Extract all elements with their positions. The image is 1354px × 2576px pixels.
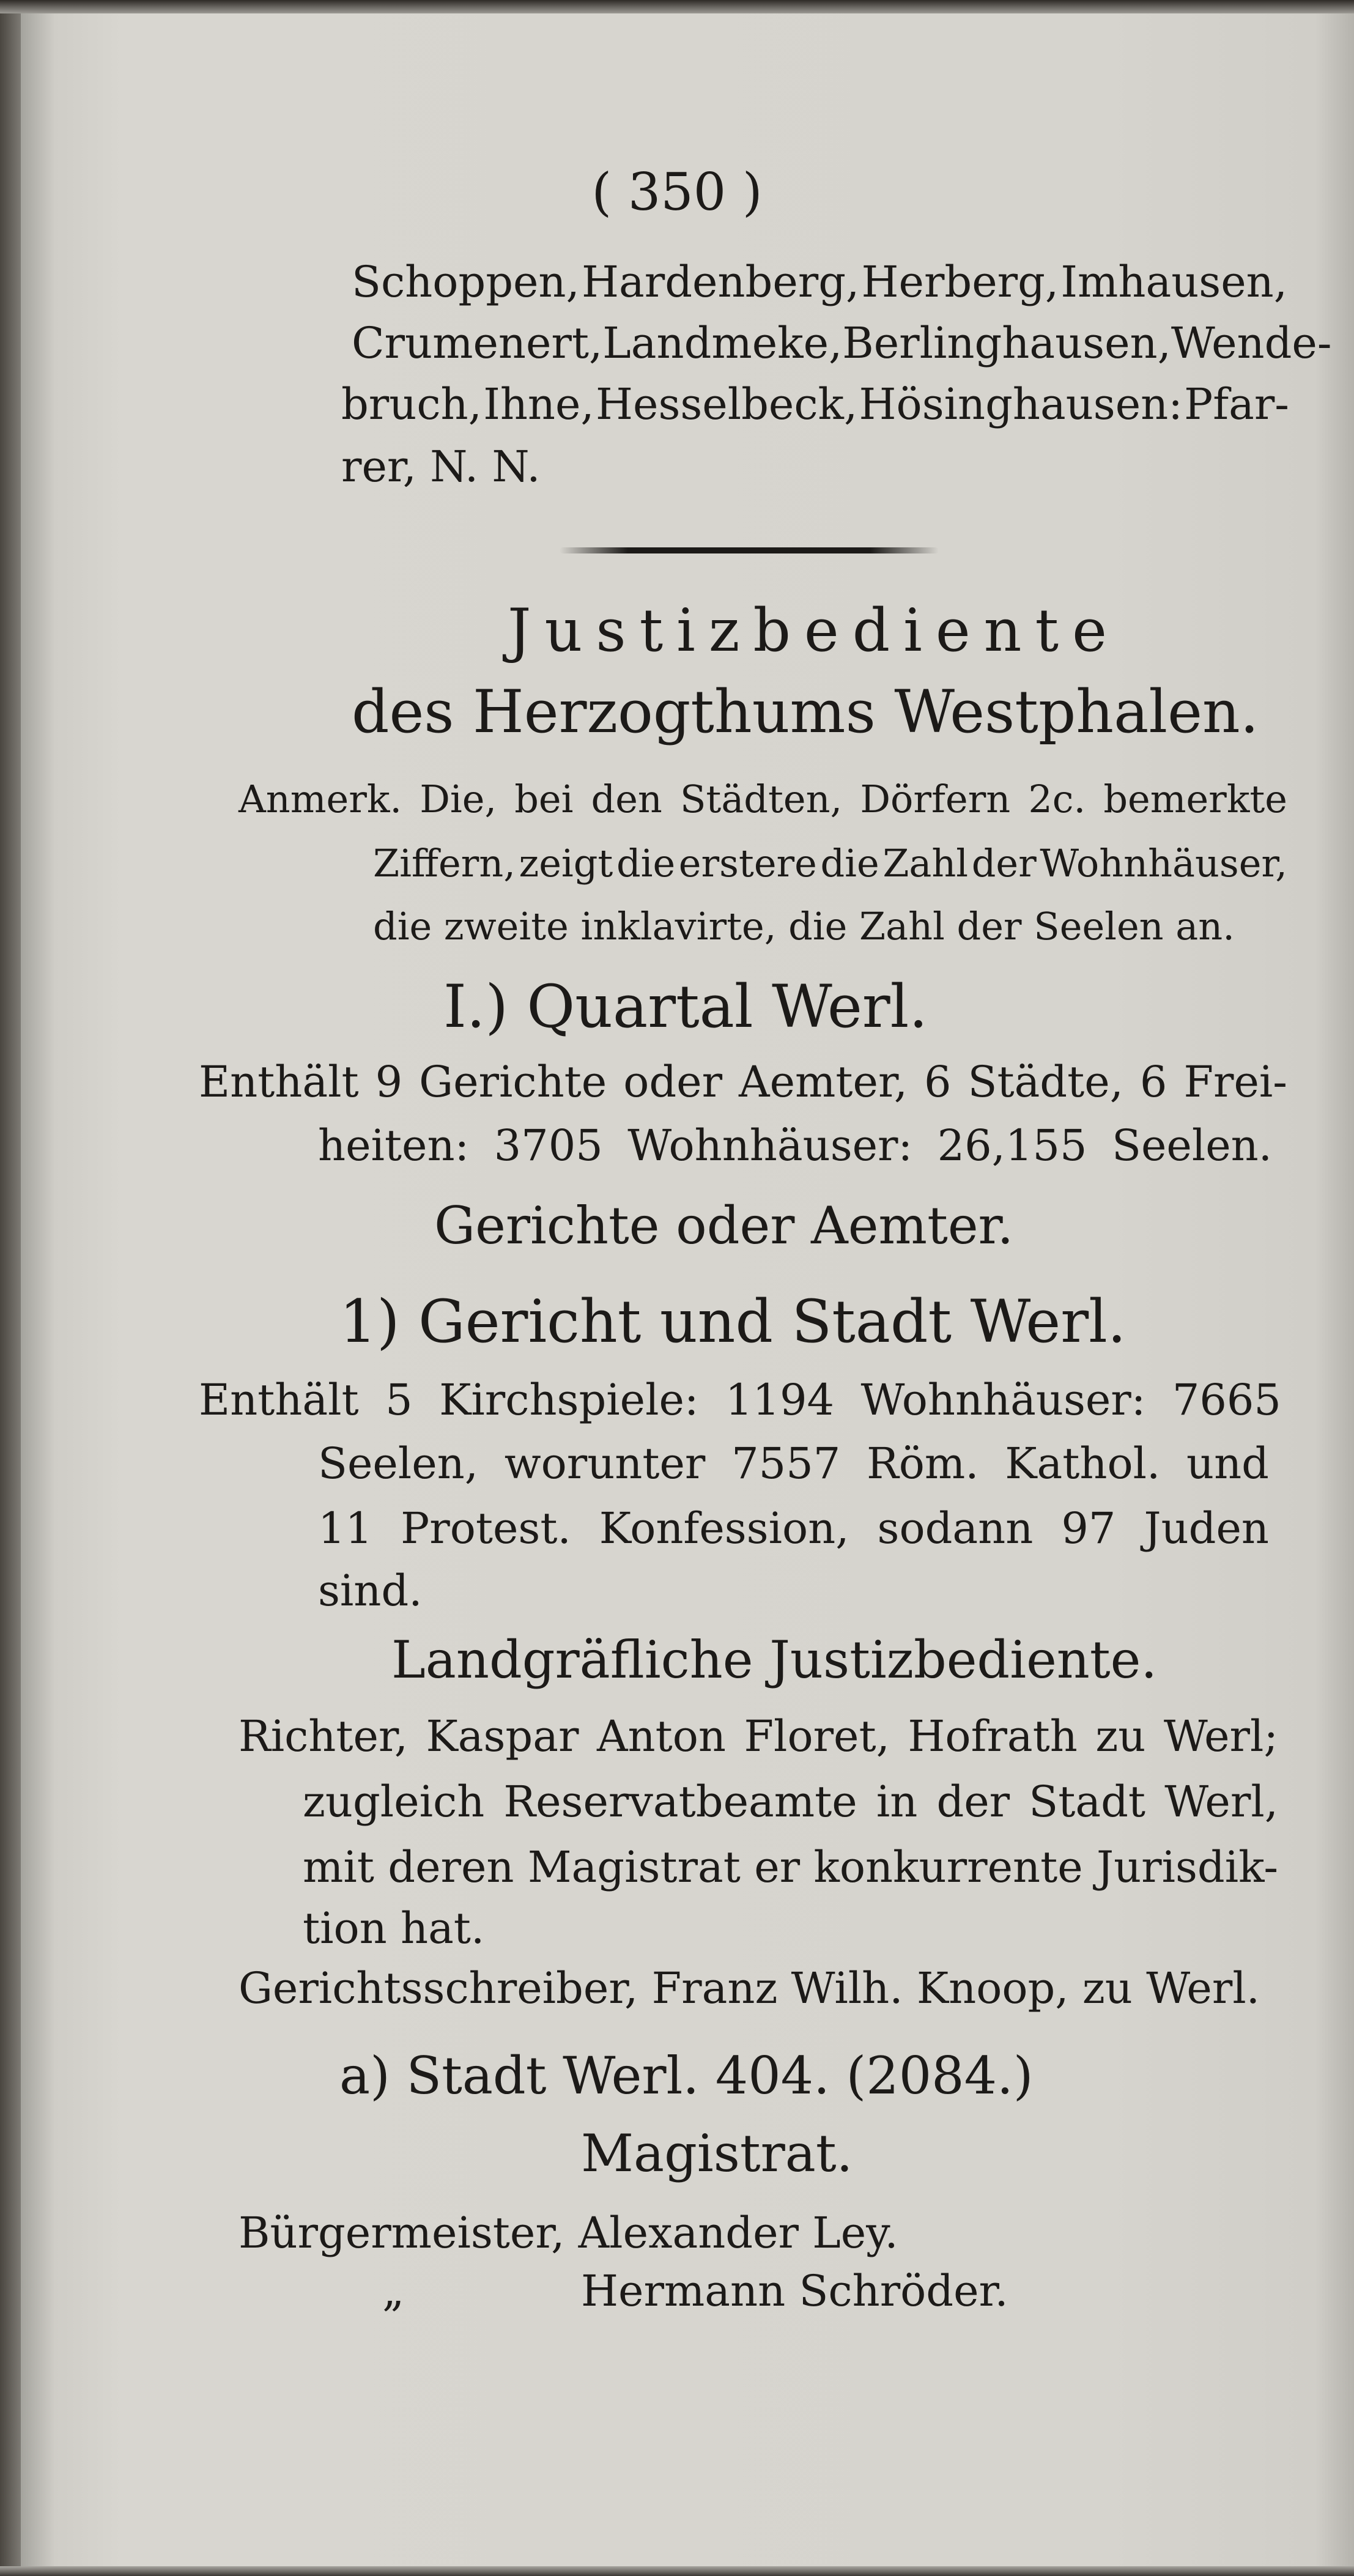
page-bottom-edge — [0, 2566, 1354, 2576]
word: Ziffern, — [373, 841, 516, 886]
word: 1194 — [725, 1375, 835, 1425]
note-line-2 — [373, 841, 1287, 886]
word: Gerichte — [419, 1057, 607, 1107]
gerichte-heading: Gerichte oder Aemter. — [434, 1196, 1014, 1256]
word: 7557 — [731, 1438, 841, 1489]
word: Seelen. — [1112, 1120, 1272, 1171]
gericht-title: 1) Gericht und Stadt Werl. — [339, 1287, 1126, 1356]
word: Franz — [651, 1963, 778, 2013]
word: Werl; — [1163, 1711, 1278, 1761]
quartal-line-1 — [199, 1057, 1287, 1107]
word: 26,155 — [937, 1120, 1087, 1171]
gericht-line-4: sind. — [318, 1566, 423, 1616]
stadt-line: a) Stadt Werl. 404. (2084.) — [339, 2046, 1034, 2106]
word: Anton — [596, 1711, 726, 1761]
richter-line-2 — [303, 1777, 1278, 1827]
word: Berlinghausen, — [842, 318, 1171, 368]
word: Werl. — [1146, 1963, 1260, 2013]
word: den — [591, 777, 662, 821]
intro-line-2 — [352, 318, 1332, 368]
word: 11 — [318, 1503, 373, 1553]
word: Wohnhäuser: — [860, 1375, 1146, 1425]
word: Magistrat — [527, 1842, 741, 1892]
word: 5 — [385, 1375, 413, 1425]
word: 3705 — [494, 1120, 603, 1171]
word: 6 — [1139, 1057, 1167, 1107]
note-line-3: die zweite inklavirte, die Zahl der Seelen an. — [373, 904, 1235, 949]
word: Kathol. — [1005, 1438, 1161, 1489]
word: Kaspar — [426, 1711, 579, 1761]
word: Zahl — [882, 841, 969, 886]
word: Landmeke, — [602, 318, 843, 368]
word: Wohnhäuser: — [627, 1120, 913, 1171]
word: Richter, — [239, 1711, 408, 1761]
richter-line-3 — [303, 1842, 1278, 1892]
word: der — [936, 1777, 1010, 1827]
intro-line-1 — [352, 257, 1287, 307]
word: mit — [303, 1842, 374, 1892]
word: Protest. — [401, 1503, 571, 1553]
quartal-title: I.) Quartal Werl. — [443, 972, 928, 1041]
intro-line-3 — [341, 379, 1289, 429]
page-number: ( 350 ) — [591, 162, 763, 222]
word: die — [820, 841, 879, 886]
hermann-line: Hermann Schröder. — [581, 2266, 1008, 2316]
word: Enthält — [199, 1057, 359, 1107]
word: Herberg, — [861, 257, 1059, 307]
word: 6 — [923, 1057, 952, 1107]
buergermeister-line: Bürgermeister, Alexander Ley. — [239, 2208, 898, 2258]
word: sodann — [877, 1503, 1034, 1553]
word: Ihne, — [483, 379, 594, 429]
landgraefliche-heading: Landgräfliche Justizbediente. — [391, 1630, 1158, 1690]
magistrat-heading: Magistrat. — [581, 2123, 853, 2183]
section-subtitle: des Herzogthums Westphalen. — [352, 678, 1259, 746]
richter-line-1 — [239, 1711, 1278, 1761]
word: Floret, — [744, 1711, 890, 1761]
word: Pfar- — [1184, 379, 1289, 429]
word: Die, — [420, 777, 497, 821]
word: bemerkte — [1103, 777, 1287, 821]
word: Röm. — [867, 1438, 979, 1489]
richter-line-4: tion hat. — [303, 1903, 485, 1953]
word: 97 — [1061, 1503, 1116, 1553]
section-divider — [560, 547, 939, 553]
word: und — [1186, 1438, 1269, 1489]
book-binding — [0, 0, 21, 2576]
word: Gerichtsschreiber, — [239, 1963, 638, 2013]
word: bei — [514, 777, 574, 821]
word: Städte, — [967, 1057, 1123, 1107]
word: Hardenberg, — [581, 257, 860, 307]
word: Wohnhäuser, — [1040, 841, 1287, 886]
word: Enthält — [199, 1375, 359, 1425]
word: 9 — [375, 1057, 403, 1107]
word: in — [876, 1777, 918, 1827]
word: Wende- — [1171, 318, 1332, 368]
word: Konfession, — [599, 1503, 849, 1553]
gericht-line-1 — [199, 1375, 1281, 1425]
word: Hofrath — [908, 1711, 1078, 1761]
word: Wilh. — [791, 1963, 903, 2013]
word: 7665 — [1172, 1375, 1281, 1425]
word: zugleich — [303, 1777, 485, 1827]
word: zu — [1095, 1711, 1146, 1761]
word: Werl, — [1164, 1777, 1278, 1827]
page-top-edge — [0, 0, 1354, 13]
word: Aemter, — [739, 1057, 908, 1107]
gericht-line-2 — [318, 1438, 1269, 1489]
section-title: Justizbediente — [508, 596, 1120, 665]
word: Crumenert, — [352, 318, 603, 368]
word: Schoppen, — [352, 257, 580, 307]
word: Hesselbeck, — [595, 379, 858, 429]
word: oder — [623, 1057, 723, 1107]
word: Imhausen, — [1060, 257, 1287, 307]
word: er — [754, 1842, 801, 1892]
word: erstere — [678, 841, 817, 886]
word: Knoop, — [916, 1963, 1069, 2013]
word: Juden — [1144, 1503, 1269, 1553]
word: Stadt — [1029, 1777, 1146, 1827]
word: Reservatbeamte — [503, 1777, 857, 1827]
word: der — [971, 841, 1037, 886]
word: Anmerk. — [239, 777, 402, 821]
intro-line-4: rer, N. N. — [341, 442, 541, 492]
word: konkurrente — [813, 1842, 1083, 1892]
word: die — [616, 841, 676, 886]
ditto-mark: „ — [382, 2266, 405, 2316]
word: deren — [388, 1842, 514, 1892]
word: zu — [1082, 1963, 1133, 2013]
word: Kirchspiele: — [439, 1375, 699, 1425]
gericht-line-3 — [318, 1503, 1269, 1553]
quartal-line-2 — [318, 1120, 1272, 1171]
word: Hösinghausen: — [859, 379, 1183, 429]
word: Seelen, — [318, 1438, 478, 1489]
word: Frei- — [1183, 1057, 1287, 1107]
note-line-1 — [239, 777, 1287, 821]
word: bruch, — [341, 379, 482, 429]
word: heiten: — [318, 1120, 470, 1171]
word: Städten, — [679, 777, 843, 821]
word: 2c. — [1028, 777, 1086, 821]
word: Dörfern — [860, 777, 1011, 821]
word: worunter — [504, 1438, 706, 1489]
word: zeigt — [519, 841, 613, 886]
gerichtsschreiber-line — [239, 1963, 1260, 2013]
word: Jurisdik- — [1097, 1842, 1278, 1892]
